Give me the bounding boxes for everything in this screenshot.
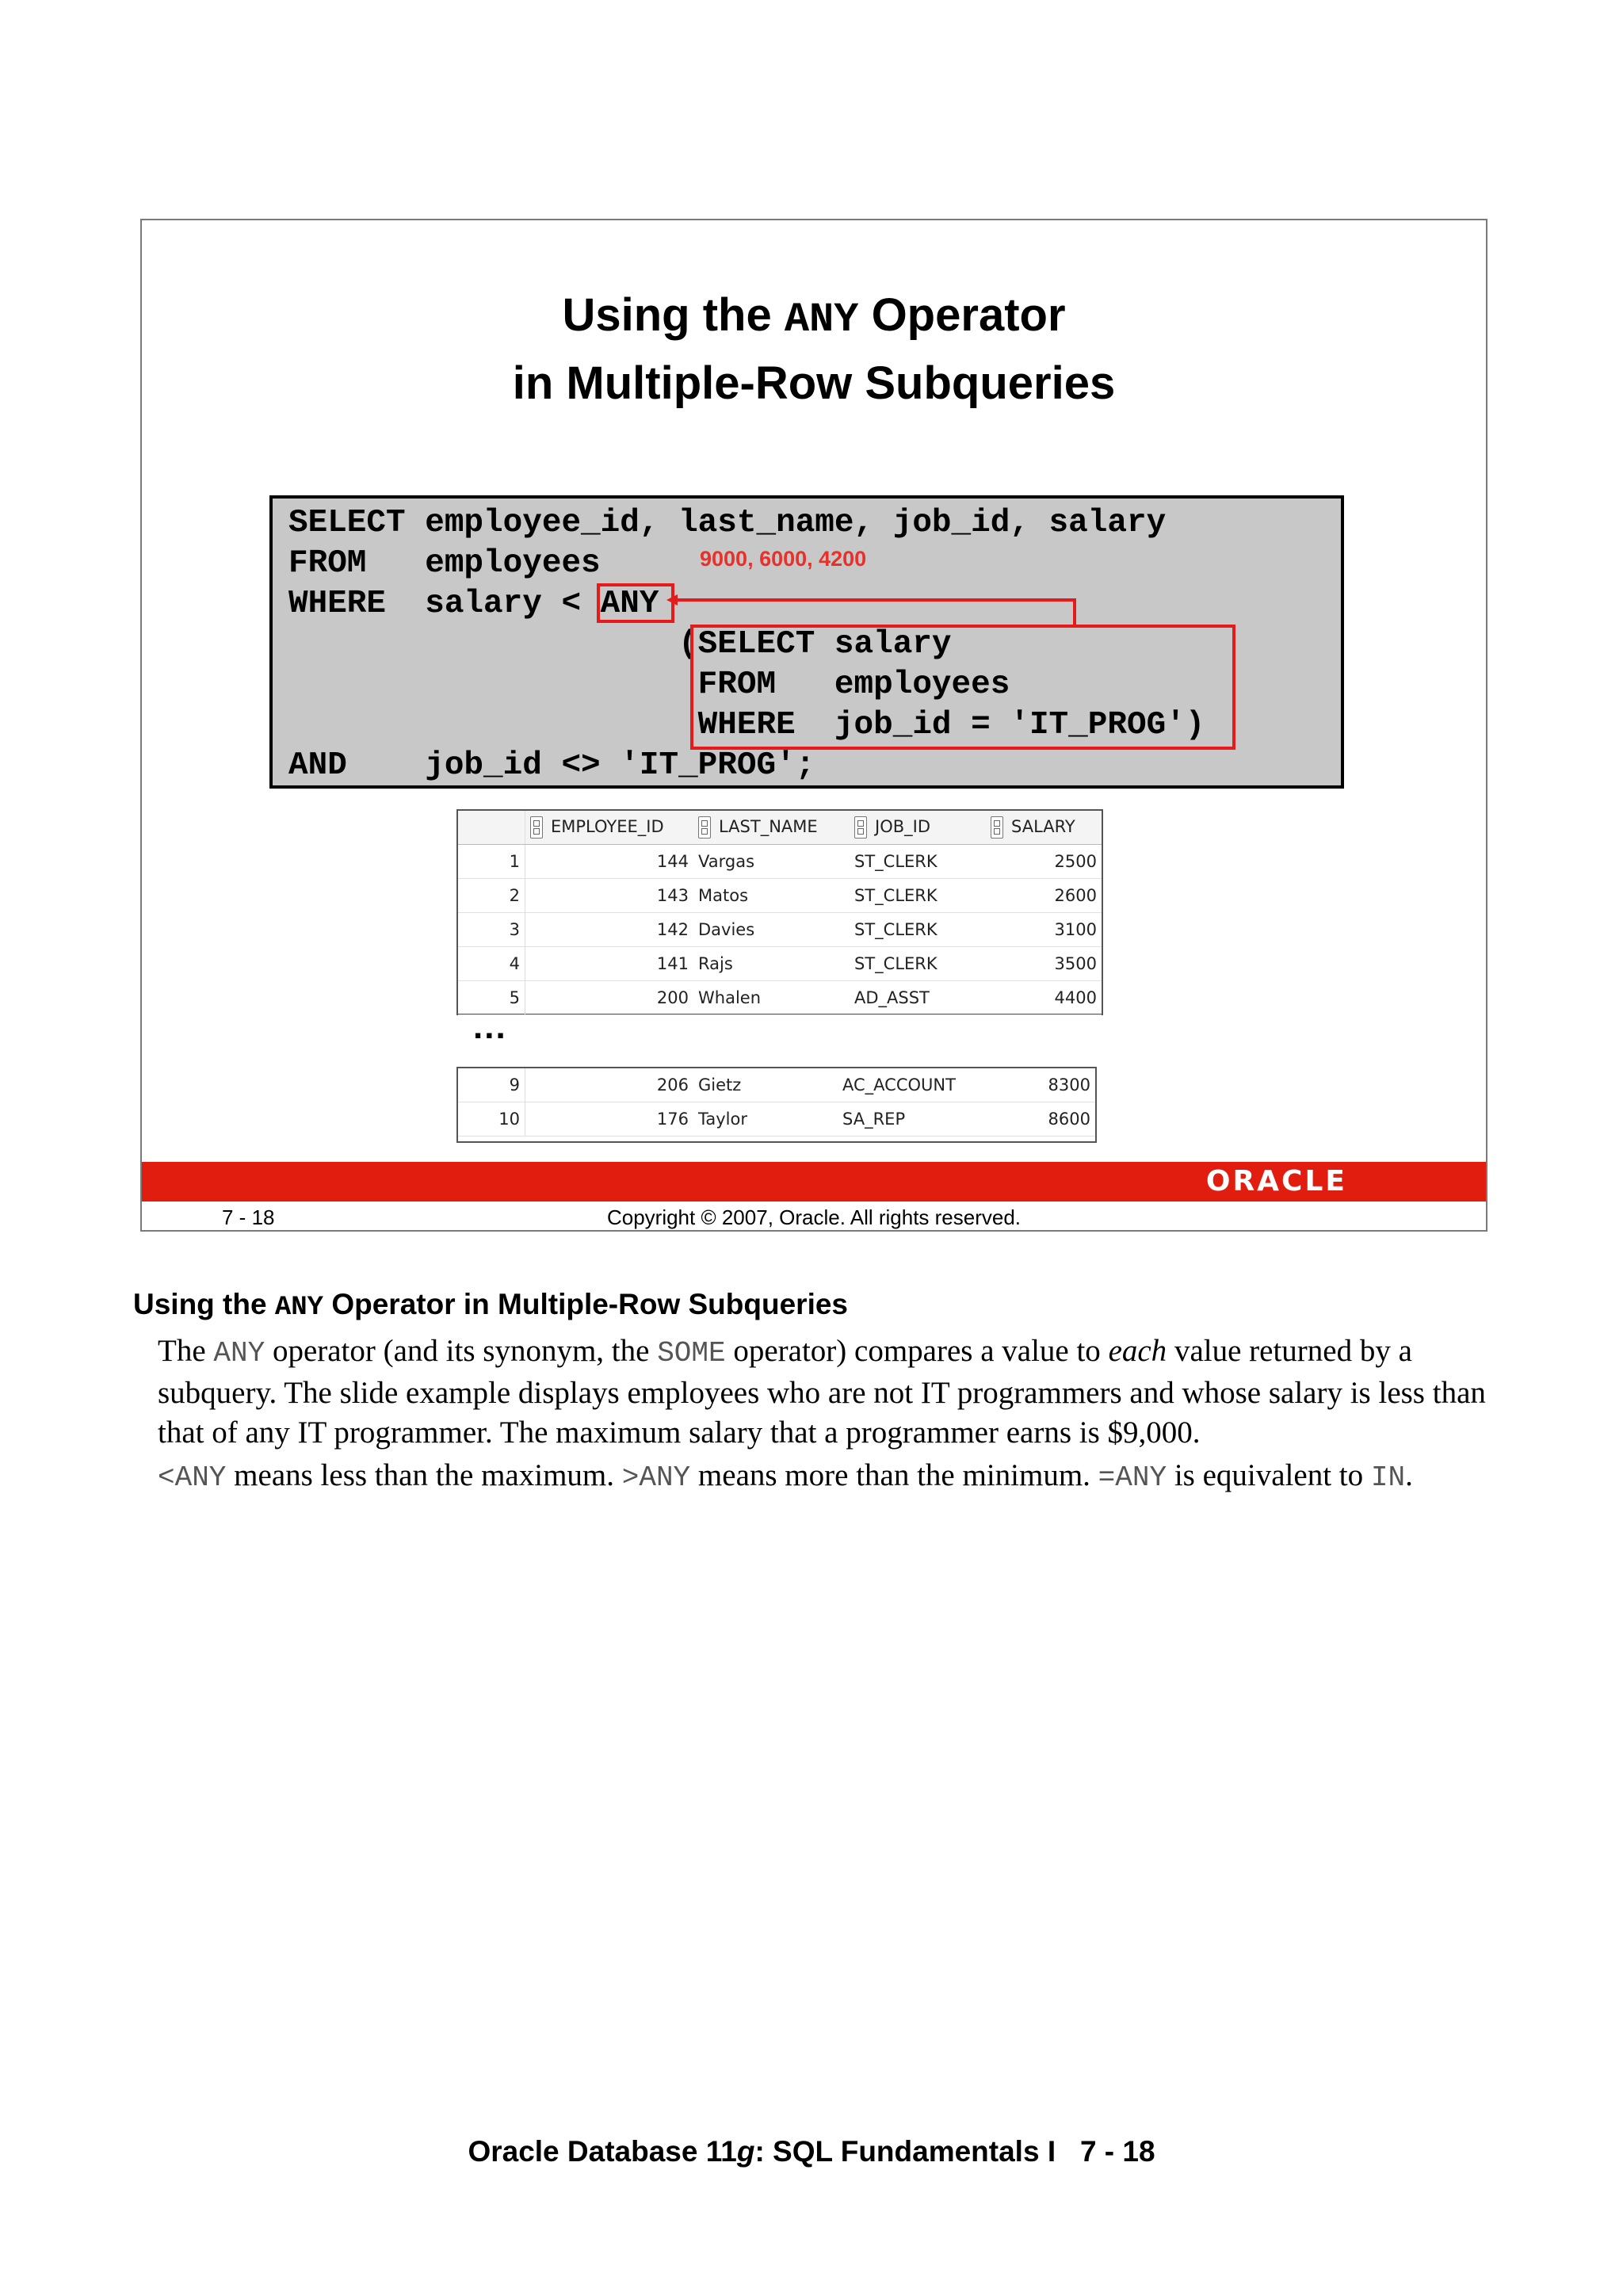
heading-keyword: ANY bbox=[274, 1293, 324, 1323]
ellipsis: ... bbox=[473, 1007, 507, 1046]
slide-number: 7 - 18 bbox=[222, 1205, 275, 1229]
row-number-header bbox=[458, 811, 525, 845]
oracle-logo: ORACLE bbox=[1205, 1165, 1347, 1198]
cell-job-id: AC_ACCOUNT bbox=[838, 1068, 974, 1102]
row-number: 2 bbox=[458, 879, 525, 913]
cell-job-id: ST_CLERK bbox=[850, 845, 986, 879]
code-line-3: WHERE salary < ANY bbox=[288, 586, 659, 622]
cell-last-name: Whalen bbox=[693, 981, 850, 1015]
notes-paragraph-2: <ANY means less than the maximum. >ANY means more than the minimum. =ANY is equivalent to IN. bbox=[158, 1458, 1413, 1494]
cell-last-name: Davies bbox=[693, 913, 850, 947]
arrow-icon bbox=[665, 593, 1077, 632]
cell-salary: 8300 bbox=[974, 1068, 1095, 1102]
cell-job-id: SA_REP bbox=[838, 1102, 974, 1137]
cell-salary: 3100 bbox=[986, 913, 1102, 947]
cell-employee-id: 200 bbox=[525, 981, 694, 1015]
heading-prefix: Using the bbox=[133, 1288, 275, 1320]
code-line-7: AND job_id <> 'IT_PROG'; bbox=[288, 747, 815, 784]
slide-title bbox=[142, 284, 1486, 415]
cell-last-name: Gietz bbox=[693, 1068, 838, 1102]
column-header[interactable]: SALARY bbox=[986, 811, 1102, 845]
code-line-2: FROM employees bbox=[288, 545, 601, 582]
slide-frame bbox=[140, 219, 1487, 1232]
table-row[interactable] bbox=[458, 1102, 1095, 1137]
sort-icon[interactable] bbox=[698, 816, 711, 839]
subquery-highlight-box bbox=[690, 625, 1235, 750]
column-header[interactable]: JOB_ID bbox=[850, 811, 986, 845]
cell-last-name: Taylor bbox=[693, 1102, 838, 1137]
cell-salary: 2500 bbox=[986, 845, 1102, 879]
cell-employee-id: 143 bbox=[525, 879, 694, 913]
code-line-5: FROM employees bbox=[288, 667, 1010, 703]
title-keyword: ANY bbox=[784, 296, 859, 343]
subquery-values-annotation: 9000, 6000, 4200 bbox=[700, 547, 867, 571]
code-line-6: WHERE job_id = 'IT_PROG') bbox=[288, 707, 1205, 743]
row-number: 10 bbox=[458, 1102, 525, 1137]
cell-job-id: ST_CLERK bbox=[850, 879, 986, 913]
table-row[interactable] bbox=[458, 1068, 1095, 1102]
title-suffix: Operator bbox=[858, 289, 1066, 341]
notes-paragraph-1: The ANY operator (and its synonym, the SOME operator) compares a value to each value returned by a subquery. The slide example displays employees who are not IT programmers and whose salary is less than that of any IT programmer. The maximum salary that a programmer earns is $9,000. bbox=[158, 1334, 1486, 1450]
copyright: Copyright © 2007, Oracle. All rights reserved. bbox=[606, 1205, 1022, 1229]
code-line-1: SELECT employee_id, last_name, job_id, salary bbox=[288, 505, 1167, 541]
row-number: 9 bbox=[458, 1068, 525, 1102]
row-number: 4 bbox=[458, 947, 525, 981]
result-grid-top bbox=[456, 809, 1103, 1015]
row-number: 1 bbox=[458, 845, 525, 879]
cell-employee-id: 206 bbox=[525, 1068, 694, 1102]
result-grid-bottom bbox=[456, 1067, 1097, 1143]
cell-employee-id: 142 bbox=[525, 913, 694, 947]
column-header[interactable]: EMPLOYEE_ID bbox=[525, 811, 694, 845]
table-row[interactable] bbox=[458, 879, 1102, 913]
row-number: 5 bbox=[458, 981, 525, 1015]
table-row[interactable] bbox=[458, 913, 1102, 947]
column-header[interactable]: LAST_NAME bbox=[693, 811, 850, 845]
title-prefix: Using the bbox=[562, 289, 785, 341]
notes-heading bbox=[133, 1288, 848, 1323]
table-row[interactable] bbox=[458, 947, 1102, 981]
cell-job-id: AD_ASST bbox=[850, 981, 986, 1015]
heading-suffix: Operator in Multiple-Row Subqueries bbox=[323, 1288, 848, 1320]
cell-job-id: ST_CLERK bbox=[850, 947, 986, 981]
sort-icon[interactable] bbox=[991, 816, 1003, 839]
cell-salary: 4400 bbox=[986, 981, 1102, 1015]
row-number: 3 bbox=[458, 913, 525, 947]
cell-salary: 8600 bbox=[974, 1102, 1095, 1137]
cell-employee-id: 176 bbox=[525, 1102, 694, 1137]
cell-salary: 2600 bbox=[986, 879, 1102, 913]
cell-last-name: Matos bbox=[693, 879, 850, 913]
table-row[interactable] bbox=[458, 981, 1102, 1015]
cell-salary: 3500 bbox=[986, 947, 1102, 981]
sort-icon[interactable] bbox=[854, 816, 867, 839]
page-footer: Oracle Database 11g: SQL Fundamentals I 7 - 18 bbox=[468, 2135, 1155, 2168]
cell-job-id: ST_CLERK bbox=[850, 913, 986, 947]
cell-last-name: Vargas bbox=[693, 845, 850, 879]
cell-employee-id: 141 bbox=[525, 947, 694, 981]
table-row[interactable] bbox=[458, 845, 1102, 879]
any-highlight-box bbox=[597, 583, 674, 623]
cell-employee-id: 144 bbox=[525, 845, 694, 879]
cell-last-name: Rajs bbox=[693, 947, 850, 981]
title-line2: in Multiple-Row Subqueries bbox=[512, 357, 1116, 409]
code-line-4: (SELECT salary bbox=[288, 626, 952, 663]
sort-icon[interactable] bbox=[530, 816, 543, 839]
